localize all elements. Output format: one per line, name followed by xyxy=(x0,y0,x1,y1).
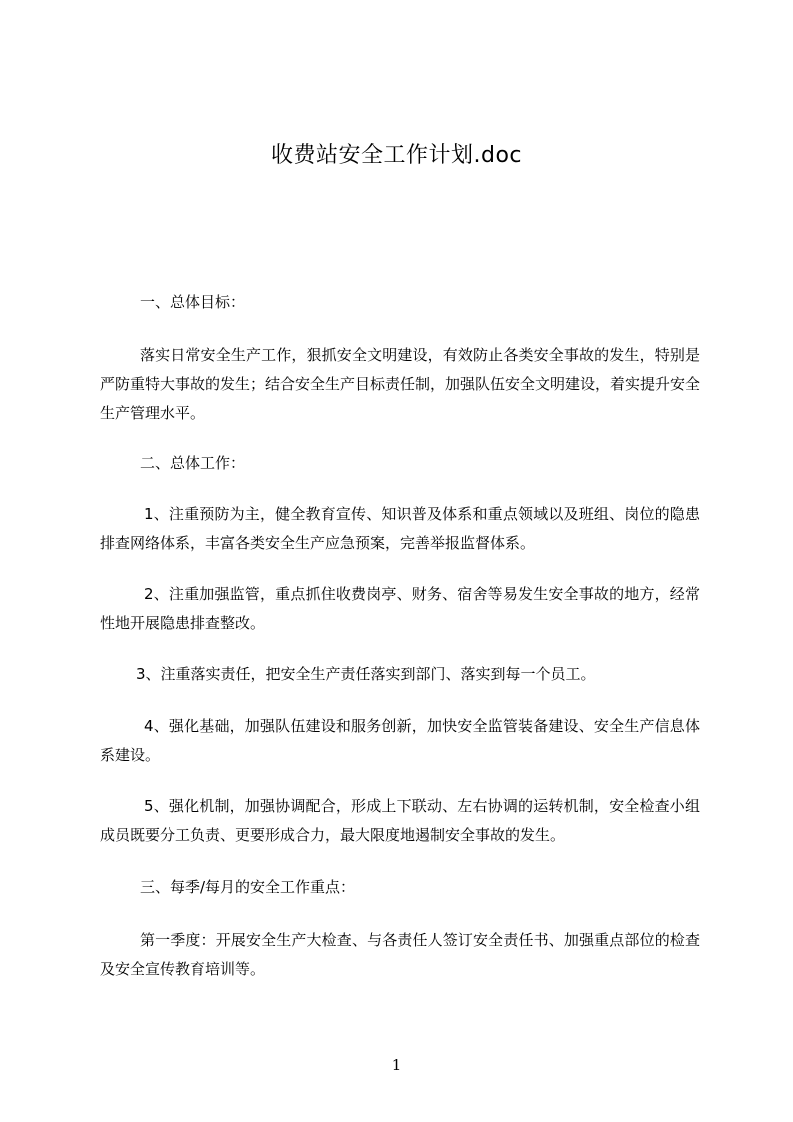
paragraph-work-item-5: 5、强化机制，加强协调配合，形成上下联动、左右协调的运转机制，安全检查小组成员既要分工负责、更要形成合力，最大限度地遏制安全事故的发生。 xyxy=(100,797,700,844)
paragraph-work-item-4: 4、强化基础，加强队伍建设和服务创新，加快安全监管装备建设、安全生产信息体系建设。 xyxy=(100,717,700,764)
paragraph-goals: 落实日常安全生产工作，狠抓安全文明建设，有效防止各类安全事故的发生，特别是严防重特大事故的发生；结合安全生产目标责任制，加强队伍安全文明建设，着实提升安全生产管理水平。 xyxy=(100,346,701,422)
document-title: 收费站安全工作计划.doc xyxy=(270,143,522,168)
paragraph-work-item-1: 1、注重预防为主，健全教育宣传、知识普及体系和重点领域以及班组、岗位的隐患排查网络体系，丰富各类安全生产应急预案，完善举报监督体系。 xyxy=(100,505,700,552)
page-number: 1 xyxy=(391,1056,402,1074)
section-heading-goals: 一、总体目标： xyxy=(140,293,246,311)
paragraph-work-item-3: 3、注重落实责任，把安全生产责任落实到部门、落实到每一个员工。 xyxy=(136,665,596,683)
paragraph-quarter-1: 第一季度：开展安全生产大检查、与各责任人签订安全责任书、加强重点部位的检查及安全宣传教育培训等。 xyxy=(100,931,700,978)
section-heading-quarterly: 三、每季/每月的安全工作重点： xyxy=(140,878,356,896)
paragraph-work-item-2: 2、注重加强监管，重点抓住收费岗亭、财务、宿舍等易发生安全事故的地方，经常性地开展隐患排查整改。 xyxy=(100,585,700,632)
section-heading-work: 二、总体工作： xyxy=(140,454,246,472)
